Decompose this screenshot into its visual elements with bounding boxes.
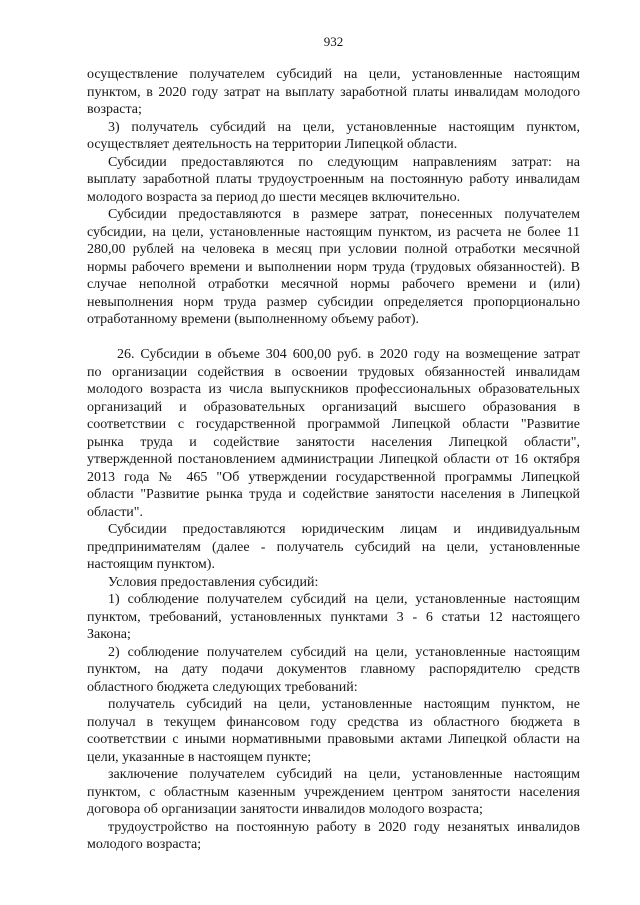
text-line: выплату заработной платы трудоустроенным на постоянную работу инвалидам xyxy=(87,172,580,187)
text-line: цели, указанные в настоящем пункте; xyxy=(87,749,312,765)
text-line: 2013 года № 465 "Об утверждении государственной программы Липецкой xyxy=(87,469,580,485)
text-line: по организации содействия в освоении трудовых обязанностей инвалидам xyxy=(87,364,580,380)
text-line: субсидии, на цели, установленные настоящим пунктом, из расчета не более 11 xyxy=(87,224,580,240)
page-number: 932 xyxy=(323,34,344,49)
text-line: осуществление получателем субсидий на цели, установленные настоящим xyxy=(87,67,580,82)
text-line: молодого возраста из числа выпускников профессиональных образовательных xyxy=(87,382,580,397)
text-line: 1) соблюдение получателем субсидий на цели, установленные настоящим xyxy=(108,592,580,607)
text-line: невыполнения норм труда размер субсидии определяется пропорционально xyxy=(87,294,580,310)
text-line: области". xyxy=(87,504,144,520)
text-line: предпринимателям (далее - получатель субсидий на цели, установленные xyxy=(87,539,580,555)
paragraph-subsidy-amount xyxy=(87,206,580,329)
text-line: трудоустройство на постоянную работу в 2020 году незанятых инвалидов xyxy=(108,819,580,835)
paragraph-continuation xyxy=(87,66,580,119)
paragraph-condition-2 xyxy=(87,644,580,697)
text-line: утвержденной постановлением администрации Липецкой области от 16 октября xyxy=(87,452,580,467)
text-line: молодого возраста за период до шести месяцев включительно. xyxy=(87,189,461,205)
text-line: областного бюджета следующих требований: xyxy=(87,679,358,695)
text-line: настоящим пунктом). xyxy=(87,557,215,572)
text-line: области "Развитие рынка труда и содействие занятости населения в Липецкой xyxy=(87,487,580,502)
paragraph-requirement-no-other-funds xyxy=(87,696,580,766)
paragraph-requirement-employment xyxy=(87,819,580,854)
text-line: Закона; xyxy=(87,627,131,642)
text-line: соответствии с государственной программой Липецкой области "Развитие xyxy=(87,417,580,432)
text-line: пунктом, требований, установленных пунктами 3 - 6 статьи 12 настоящего xyxy=(87,609,580,625)
text-line: заключение получателем субсидий на цели, установленные настоящим xyxy=(108,767,580,782)
paragraph-condition-3 xyxy=(87,119,580,154)
text-line: пунктом, в 2020 году затрат на выплату заработной платы инвалидам молодого xyxy=(87,84,580,100)
text-line: рынка труда и содействие занятости населения Липецкой области", xyxy=(87,434,580,450)
text-line: договора об организации занятости инвалидов молодого возраста; xyxy=(87,802,483,817)
text-line: Субсидии предоставляются по следующим направлениям затрат: на xyxy=(108,154,580,170)
document-body xyxy=(87,66,580,854)
text-line: организаций и образовательных организаций высшего образования в xyxy=(87,399,580,415)
paragraph-condition-1 xyxy=(87,591,580,644)
text-line: Субсидии предоставляются в размере затрат, понесенных получателем xyxy=(108,207,580,222)
paragraph-requirement-contract xyxy=(87,766,580,819)
text-line: 3) получатель субсидий на цели, установленные настоящим пунктом, xyxy=(108,119,580,135)
text-line: соответствии с иными нормативными правовыми актами Липецкой области на xyxy=(87,732,580,747)
text-line: молодого возраста; xyxy=(87,837,202,852)
paragraph-conditions-heading xyxy=(87,574,580,592)
text-line: пунктом, с областным казенным учреждением центром занятости населения xyxy=(87,784,580,800)
text-line: случае неполной отработки месячной нормы рабочего времени и (или) xyxy=(87,277,580,292)
text-line: осуществляет деятельность на территории Липецкой области. xyxy=(87,137,458,152)
text-line: 2) соблюдение получателем субсидий на цели, установленные настоящим xyxy=(108,644,580,660)
paragraph-cost-directions xyxy=(87,154,580,207)
paragraph-recipients xyxy=(87,521,580,574)
paragraph-item-26 xyxy=(87,346,580,521)
text-line: Условия предоставления субсидий: xyxy=(108,574,319,590)
text-line: возраста; xyxy=(87,102,142,117)
text-line: нормы рабочего времени и выполнении норм труда (трудовых обязанностей). В xyxy=(87,259,580,275)
text-line: получатель субсидий на цели, установленные настоящим пунктом, не xyxy=(108,697,580,712)
text-line: 280,00 рублей на человека в месяц при условии полной отработки месячной xyxy=(87,242,580,257)
text-line: отработанному времени (выполненному объему работ). xyxy=(87,312,419,327)
text-line: Субсидии предоставляются юридическим лицам и индивидуальным xyxy=(108,522,580,537)
text-line: 26. Субсидии в объеме 304 600,00 руб. в 2020 году на возмещение затрат xyxy=(117,347,580,362)
text-line: пунктом, на дату подачи документов главному распорядителю средств xyxy=(87,662,580,677)
text-line: получал в текущем финансовом году средства из областного бюджета в xyxy=(87,714,580,730)
